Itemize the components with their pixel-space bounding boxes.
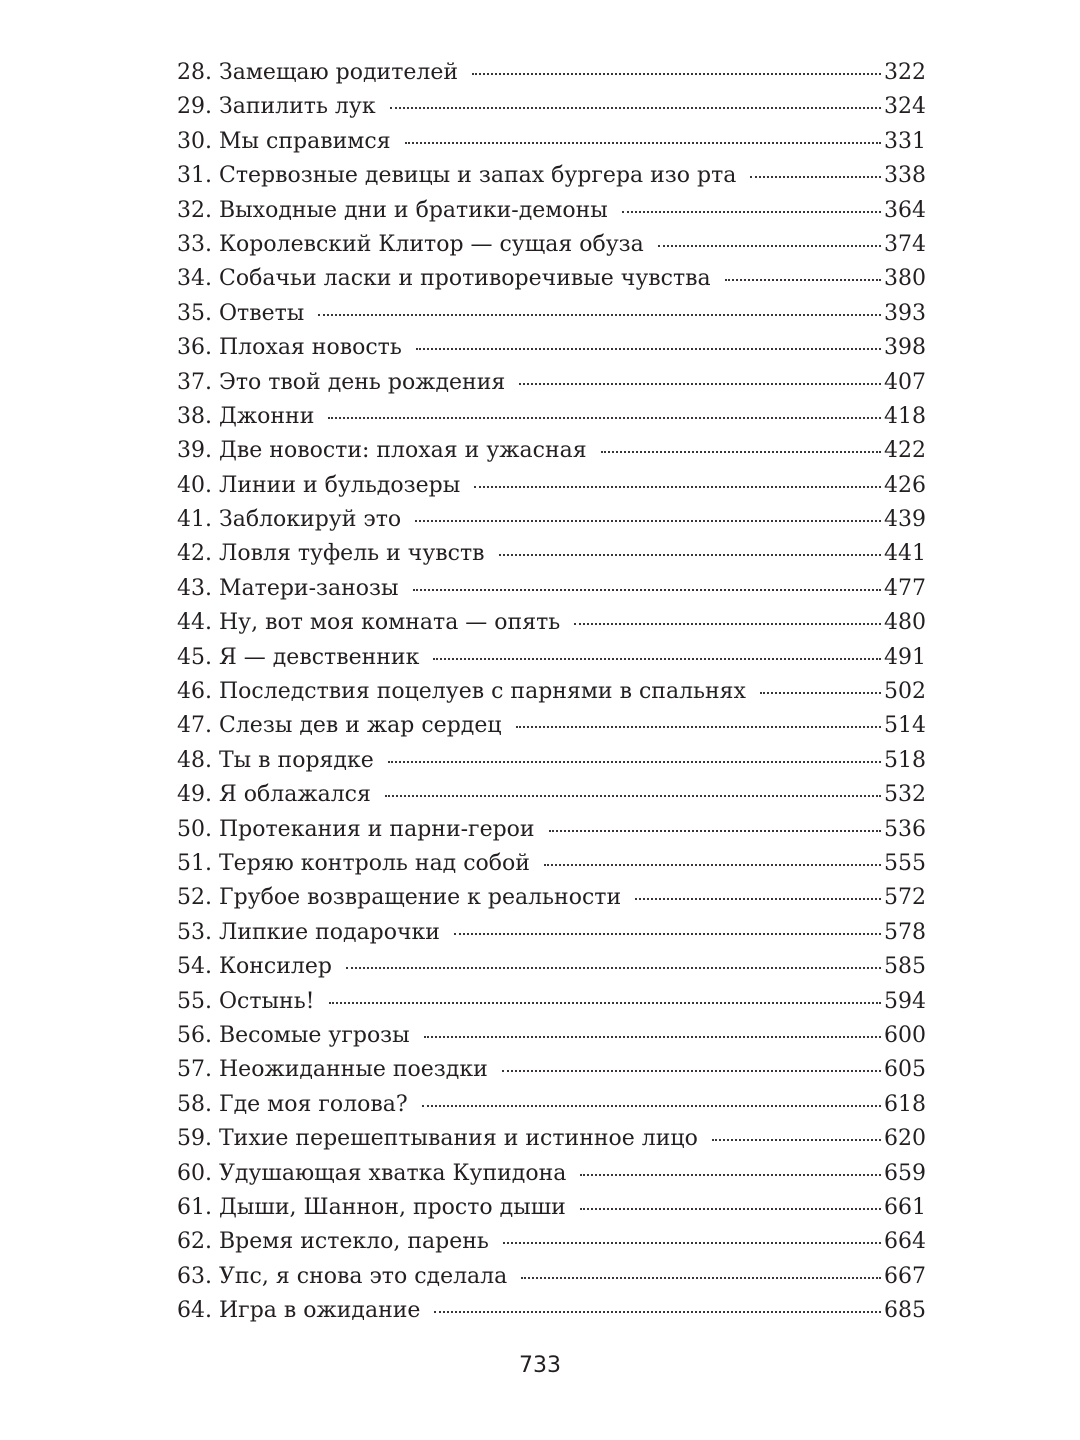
toc-entry: [177, 434, 926, 468]
toc-entry: [177, 744, 926, 778]
toc-entry: [177, 606, 926, 640]
toc-entry-number: 39.: [177, 438, 212, 464]
toc-entry: [177, 400, 926, 434]
toc-entry-title: Выходные дни и братики-демоны: [219, 197, 608, 223]
toc-entry-page: 532: [884, 782, 926, 808]
page-number: 733: [519, 1353, 561, 1378]
toc-entry-number: 44.: [177, 610, 212, 636]
toc-entry-title: Мы справимся: [219, 128, 391, 154]
toc-entry-page: 514: [884, 713, 926, 739]
toc-entry-number: 56.: [177, 1022, 212, 1048]
toc-entry: [177, 813, 926, 847]
dot-leader: [519, 383, 881, 385]
toc-entry-number: 32.: [177, 197, 212, 223]
dot-leader: [622, 211, 881, 213]
toc-entry: [177, 228, 926, 262]
dot-leader: [329, 1002, 881, 1004]
toc-entry-title: Матери-занозы: [219, 575, 399, 601]
toc-entry-page: 418: [884, 403, 926, 429]
dot-leader: [434, 1311, 881, 1313]
dot-leader: [502, 1070, 881, 1072]
toc-entry-number: 52.: [177, 885, 212, 911]
toc-entry-title: Где моя голова?: [219, 1091, 408, 1117]
dot-leader: [750, 176, 881, 178]
dot-leader: [390, 107, 881, 109]
toc-entry-number: 50.: [177, 816, 212, 842]
toc-entry: [177, 916, 926, 950]
toc-entry-page: 380: [884, 266, 926, 292]
toc-entry-number: 31.: [177, 163, 212, 189]
toc-entry-title: Собачьи ласки и противоречивые чувства: [219, 266, 711, 292]
dot-leader: [544, 864, 881, 866]
toc-entry: [177, 56, 926, 90]
toc-entry-title: Заблокируй это: [219, 507, 402, 533]
toc-entry: [177, 194, 926, 228]
toc-entry-page: 322: [884, 60, 926, 85]
toc-entry-title: Тихие перешептывания и истинное лицо: [219, 1126, 698, 1152]
toc-entry-page: 600: [884, 1022, 926, 1048]
toc-entry-page: 324: [884, 94, 926, 120]
dot-leader: [474, 486, 881, 488]
dot-leader: [415, 520, 881, 522]
toc-entry-title: Линии и бульдозеры: [219, 472, 461, 498]
dot-leader: [346, 967, 881, 969]
dot-leader: [601, 451, 881, 453]
toc-entry-number: 49.: [177, 782, 212, 808]
toc-entry: [177, 159, 926, 193]
toc-entry-page: 578: [884, 919, 926, 945]
toc-entry-title: Время истекло, парень: [219, 1229, 489, 1255]
dot-leader: [424, 1036, 881, 1038]
toc-entry-title: Запилить лук: [219, 94, 376, 120]
dot-leader: [712, 1139, 881, 1141]
toc-entry: [177, 503, 926, 537]
toc-entry: [177, 709, 926, 743]
toc-entry-page: 480: [884, 610, 926, 636]
toc-entry-page: 585: [884, 954, 926, 980]
dot-leader: [472, 73, 881, 75]
toc-entry: [177, 1294, 926, 1328]
toc-entry-title: Грубое возвращение к реальности: [219, 885, 622, 911]
toc-entry: [177, 331, 926, 365]
toc-entry-number: 35.: [177, 300, 212, 326]
toc-entry-page: 502: [884, 679, 926, 705]
toc-entry-page: 477: [884, 575, 926, 601]
toc-entry: [177, 1260, 926, 1294]
toc-entry-number: 48.: [177, 747, 212, 773]
dot-leader: [521, 1277, 881, 1279]
toc-entry-number: 60.: [177, 1160, 212, 1186]
toc-entry-page: 620: [884, 1126, 926, 1152]
toc-entry-number: 47.: [177, 713, 212, 739]
toc-entry-page: 594: [884, 988, 926, 1014]
toc-entry-page: 441: [884, 541, 926, 567]
toc-entry-page: 572: [884, 885, 926, 911]
toc-entry-number: 36.: [177, 335, 212, 361]
toc-entry-page: 667: [884, 1263, 926, 1289]
dot-leader: [385, 795, 881, 797]
toc-entry-title: Джонни: [219, 403, 315, 429]
toc-entry: [177, 469, 926, 503]
dot-leader: [725, 279, 881, 281]
toc-entry-number: 45.: [177, 644, 212, 670]
toc-entry-title: Удушающая хватка Купидона: [219, 1160, 567, 1186]
dot-leader: [499, 554, 881, 556]
toc-entry: [177, 366, 926, 400]
toc-entry: [177, 537, 926, 571]
toc-entry-number: 30.: [177, 128, 212, 154]
toc-entry: [177, 1191, 926, 1225]
dot-leader: [413, 589, 881, 591]
toc-entry-number: 58.: [177, 1091, 212, 1117]
toc-entry-title: Липкие подарочки: [219, 919, 440, 945]
toc-entry-title: Игра в ожидание: [219, 1298, 421, 1324]
toc-entry-page: 426: [884, 472, 926, 498]
dot-leader: [635, 898, 881, 900]
toc-entry-number: 54.: [177, 954, 212, 980]
toc-entry-page: 605: [884, 1057, 926, 1083]
toc-entry-number: 46.: [177, 679, 212, 705]
toc-entry-page: 685: [884, 1298, 926, 1324]
toc-entry-number: 59.: [177, 1126, 212, 1152]
dot-leader: [574, 623, 881, 625]
toc-entry-page: 555: [884, 850, 926, 876]
toc-entry-page: 618: [884, 1091, 926, 1117]
toc-entry-number: 41.: [177, 507, 212, 533]
dot-leader: [516, 726, 882, 728]
toc-entry-title: Весомые угрозы: [219, 1022, 410, 1048]
toc-entry-number: 42.: [177, 541, 212, 567]
toc-entry-title: Упс, я снова это сделала: [219, 1263, 508, 1289]
dot-leader: [580, 1208, 881, 1210]
dot-leader: [318, 314, 881, 316]
toc-entry: [177, 1225, 926, 1259]
toc-entry-page: 659: [884, 1160, 926, 1186]
toc-entry-number: 37.: [177, 369, 212, 395]
toc-entry-number: 53.: [177, 919, 212, 945]
dot-leader: [422, 1105, 881, 1107]
toc-entry-page: 491: [884, 644, 926, 670]
toc-entry-page: 664: [884, 1229, 926, 1255]
dot-leader: [503, 1242, 881, 1244]
toc-entry: [177, 90, 926, 124]
toc-entry-page: 407: [884, 369, 926, 395]
toc-entry: [177, 1053, 926, 1087]
toc-entry: [177, 262, 926, 296]
toc-entry-number: 40.: [177, 472, 212, 498]
toc-entry-number: 38.: [177, 403, 212, 429]
toc-entry-title: Дыши, Шаннон, просто дыши: [219, 1194, 566, 1220]
toc-entry: [177, 1157, 926, 1191]
toc-entry-number: 64.: [177, 1298, 212, 1324]
toc-entry: [177, 778, 926, 812]
toc-entry-title: Остынь!: [219, 988, 315, 1014]
toc-entry-number: 62.: [177, 1229, 212, 1255]
toc-entry: [177, 1088, 926, 1122]
toc-entry-title: Это твой день рождения: [219, 369, 506, 395]
toc-entry: [177, 950, 926, 984]
toc-entry-title: Консилер: [219, 954, 332, 980]
toc-entry-title: Ты в порядке: [219, 747, 374, 773]
toc-entry-page: 536: [884, 816, 926, 842]
dot-leader: [760, 692, 881, 694]
toc-entry-number: 57.: [177, 1057, 212, 1083]
toc-entry-title: Последствия поцелуев с парнями в спальнях: [219, 679, 746, 705]
toc-entry-number: 63.: [177, 1263, 212, 1289]
dot-leader: [658, 245, 881, 247]
toc-entry-title: Теряю контроль над собой: [219, 850, 530, 876]
toc-entry-number: 28.: [177, 60, 212, 85]
toc-entry-title: Замещаю родителей: [219, 60, 459, 85]
toc-entry: [177, 1122, 926, 1156]
dot-leader: [454, 933, 881, 935]
toc-entry-title: Неожиданные поездки: [219, 1057, 488, 1083]
toc-entry: [177, 297, 926, 331]
toc-entry-title: Плохая новость: [219, 335, 402, 361]
dot-leader: [549, 830, 881, 832]
toc-entry-page: 439: [884, 507, 926, 533]
toc-entry: [177, 641, 926, 675]
toc-entry-page: 518: [884, 747, 926, 773]
table-of-contents: [177, 56, 926, 1328]
toc-entry-title: Слезы дев и жар сердец: [219, 713, 502, 739]
toc-entry-number: 33.: [177, 231, 212, 257]
toc-entry: [177, 985, 926, 1019]
toc-entry-title: Я — девственник: [219, 644, 420, 670]
toc-entry: [177, 572, 926, 606]
dot-leader: [580, 1174, 881, 1176]
toc-entry-page: 364: [884, 197, 926, 223]
toc-entry: [177, 1019, 926, 1053]
toc-entry: [177, 675, 926, 709]
dot-leader: [416, 348, 881, 350]
toc-entry-title: Я облажался: [219, 782, 371, 808]
toc-entry: [177, 847, 926, 881]
toc-entry-title: Протекания и парни-герои: [219, 816, 535, 842]
toc-entry-number: 55.: [177, 988, 212, 1014]
toc-entry-title: Ответы: [219, 300, 305, 326]
toc-entry-number: 51.: [177, 850, 212, 876]
toc-entry-title: Ну, вот моя комната — опять: [219, 610, 561, 636]
toc-entry-title: Стервозные девицы и запах бургера изо рта: [219, 163, 737, 189]
dot-leader: [405, 142, 881, 144]
toc-entry-number: 34.: [177, 266, 212, 292]
toc-entry-title: Ловля туфель и чувств: [219, 541, 485, 567]
dot-leader: [328, 417, 881, 419]
toc-entry-page: 661: [884, 1194, 926, 1220]
toc-entry: [177, 881, 926, 915]
toc-entry-page: 398: [884, 335, 926, 361]
toc-entry-number: 61.: [177, 1194, 212, 1220]
toc-entry-number: 43.: [177, 575, 212, 601]
toc-entry-page: 374: [884, 231, 926, 257]
toc-entry-title: Две новости: плохая и ужасная: [219, 438, 587, 464]
toc-entry-title: Королевский Клитор — сущая обуза: [219, 231, 644, 257]
toc-entry-number: 29.: [177, 94, 212, 120]
toc-entry-page: 338: [884, 163, 926, 189]
toc-entry-page: 331: [884, 128, 926, 154]
toc-entry-page: 422: [884, 438, 926, 464]
dot-leader: [433, 658, 881, 660]
toc-entry-page: 393: [884, 300, 926, 326]
toc-entry: [177, 125, 926, 159]
dot-leader: [388, 761, 881, 763]
